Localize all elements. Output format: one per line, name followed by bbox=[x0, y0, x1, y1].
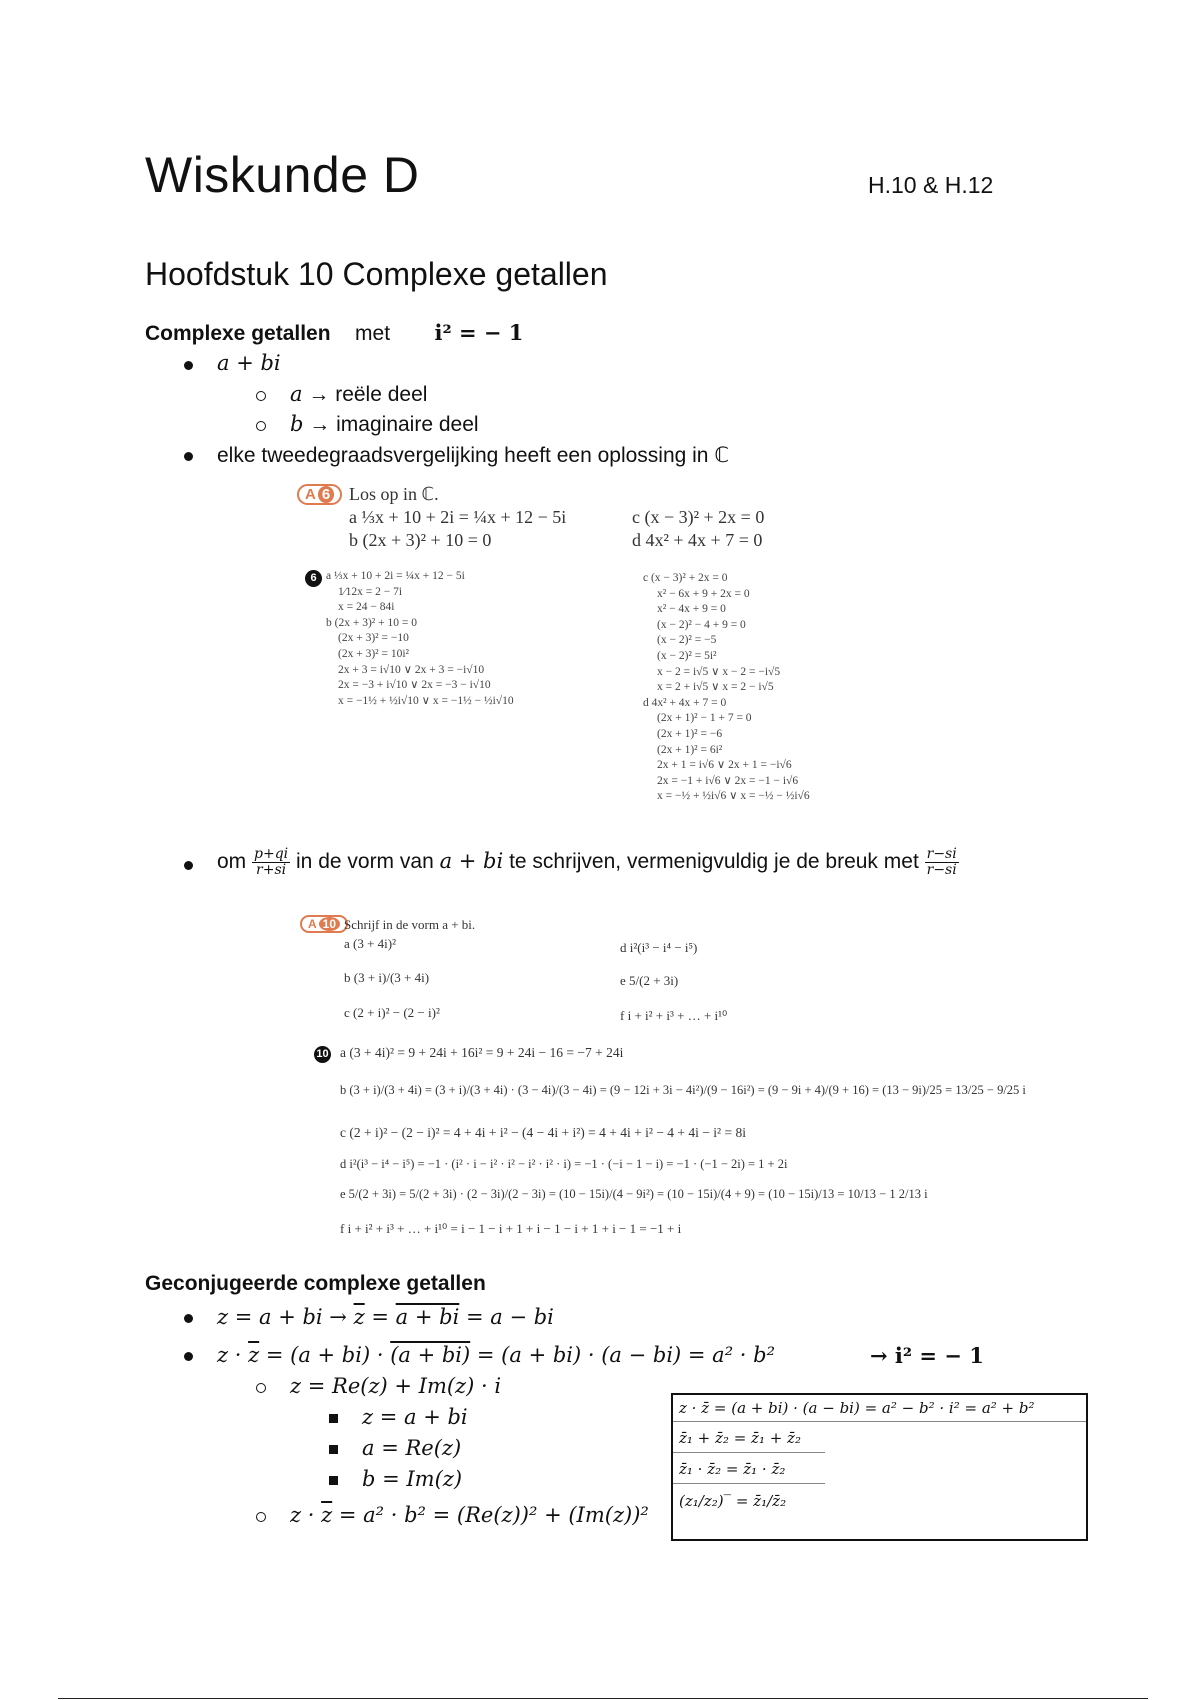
form-text: a + bi bbox=[439, 849, 504, 874]
frac-denominator: r+si bbox=[256, 862, 287, 878]
answer-line: (2x + 1)² = 6i² bbox=[657, 743, 723, 756]
answer-line: x² − 6x + 9 + 2x = 0 bbox=[657, 587, 750, 600]
product-with-conjugate bbox=[217, 1343, 775, 1367]
exercise-a6-b: b (2x + 3)² + 10 = 0 bbox=[349, 530, 492, 550]
fraction-instruction bbox=[217, 847, 959, 878]
answer-line: c (2 + i)² − (2 − i)² = 4 + 4i + i² − (4 − 4i + i²) = 4 + 4i + i² − 4 + 4i − i² = 8i bbox=[340, 1125, 746, 1140]
answer-line: x = −1½ + ½i√10 ∨ x = −1½ − ½i√10 bbox=[338, 694, 514, 707]
bullet-icon bbox=[184, 861, 193, 870]
complex-form: a + bi bbox=[217, 351, 281, 375]
answer-line: (2x + 1)² = −6 bbox=[657, 727, 723, 740]
circle-bullet-icon bbox=[256, 391, 266, 401]
circle-bullet-icon bbox=[256, 421, 266, 431]
circle-bullet-icon bbox=[256, 1383, 266, 1393]
answer-line: 2x + 3 = i√10 ∨ 2x + 3 = −i√10 bbox=[338, 663, 485, 676]
exercise-a10-f: f i + i² + i³ + … + i¹⁰ bbox=[620, 1008, 728, 1023]
answer-line: 2x + 1 = i√6 ∨ 2x + 1 = −i√6 bbox=[657, 759, 792, 772]
modulus-squared bbox=[290, 1503, 649, 1527]
badge-letter: A bbox=[305, 486, 316, 503]
exercise-a6-badge bbox=[297, 484, 342, 505]
exercise-a6-instruction: Los op in ℂ. bbox=[349, 484, 439, 504]
square-bullet-icon bbox=[329, 1414, 338, 1423]
exercise-a10-badge bbox=[300, 915, 348, 933]
conjugate-rules-box bbox=[671, 1393, 1088, 1541]
badge-number: 10 bbox=[319, 917, 340, 931]
answer-line: x² − 4x + 9 = 0 bbox=[657, 603, 726, 616]
exercise-a6-d: d 4x² + 4x + 7 = 0 bbox=[632, 530, 763, 550]
page-title: Wiskunde D bbox=[145, 147, 420, 203]
z-bar: $\overline{z}$ bbox=[353, 1305, 365, 1329]
section-heading-conjugate: Geconjugeerde complexe getallen bbox=[145, 1272, 486, 1295]
rule-quotient: (z₁/z₂)‾ = z̄₁/z̄₂ bbox=[679, 1492, 787, 1510]
answers-a10 bbox=[340, 1045, 1026, 1237]
mid-text: in de vorm van bbox=[296, 850, 434, 874]
imaginary-part-line bbox=[290, 412, 479, 437]
exercise-a6-c: c (x − 3)² + 2x = 0 bbox=[632, 507, 765, 527]
equals-sign: = bbox=[371, 1305, 389, 1329]
bullet-icon bbox=[184, 361, 193, 370]
answer-line: (2x + 3)² = −10 bbox=[338, 632, 409, 645]
var-a: a bbox=[290, 382, 303, 406]
answers-a6-left bbox=[326, 569, 514, 709]
footer-divider bbox=[58, 1698, 1148, 1699]
mod-rhs: = a² · b² = (Re(z))² + (Im(z))² bbox=[338, 1503, 649, 1527]
a-equals-re: a = Re(z) bbox=[362, 1436, 462, 1460]
exercise-a10-d: d i²(i³ − i⁴ − i⁵) bbox=[620, 940, 698, 955]
answer-line: a (3 + 4i)² = 9 + 24i + 16i² = 9 + 24i − 16 = −7 + 24i bbox=[340, 1045, 624, 1060]
answer-line: x = 2 + i√5 ∨ x = 2 − i√5 bbox=[657, 681, 774, 694]
rule-product: z · z̄ = (a + bi) · (a − bi) = a² − b² · i² = a² + b² bbox=[673, 1395, 1086, 1422]
bullet-icon bbox=[184, 452, 193, 461]
om-text: om bbox=[217, 850, 247, 874]
z-equals: z = a + bi bbox=[362, 1405, 468, 1429]
real-part-text: → reële deel bbox=[308, 383, 428, 406]
section-complex-numbers bbox=[145, 320, 523, 346]
circle-bullet-icon bbox=[256, 1512, 266, 1522]
conjugate-definition bbox=[217, 1305, 554, 1329]
answer-line: (x − 2)² − 4 + 9 = 0 bbox=[657, 618, 746, 631]
answer-line: b (3 + i)/(3 + 4i) = (3 + i)/(3 + 4i) · (3 − 4i)/(3 − 4i) = (9 − 12i + 3i − 4i²)/(9 − 16i²) = (9 − 9i + 4)/(9 + 16) = (13 − 9i)/25 = 13/25 − 9/25 i bbox=[340, 1083, 1026, 1097]
fraction-conjugate bbox=[925, 847, 959, 878]
square-bullet-icon bbox=[329, 1476, 338, 1485]
conj-rhs: = a − bi bbox=[466, 1305, 554, 1329]
frac-numerator: r−si bbox=[926, 846, 957, 862]
badge-number: 6 bbox=[318, 486, 334, 503]
bullet-icon bbox=[184, 1314, 193, 1323]
real-part-line bbox=[290, 382, 427, 407]
re-im-decomposition: z = Re(z) + Im(z) · i bbox=[290, 1374, 502, 1398]
answer-line: x = −½ + ½i√6 ∨ x = −½ − ½i√6 bbox=[657, 790, 810, 803]
answer-badge-icon: 10 bbox=[314, 1046, 331, 1063]
overlined-term: (a + bi) bbox=[390, 1343, 471, 1367]
i-squared-definition: i² = − 1 bbox=[434, 320, 524, 345]
b-equals-im: b = Im(z) bbox=[362, 1467, 463, 1491]
square-bullet-icon bbox=[329, 1445, 338, 1454]
answer-line: x − 2 = i√5 ∨ x − 2 = −i√5 bbox=[657, 665, 781, 678]
answer-line: (x − 2)² = −5 bbox=[657, 634, 717, 647]
answer-line: 2x = −3 + i√10 ∨ 2x = −3 − i√10 bbox=[338, 679, 491, 692]
answer-line: f i + i² + i³ + … + i¹⁰ = i − 1 − i + 1 + i − 1 − i + 1 + i − 1 = −1 + i bbox=[340, 1221, 682, 1236]
answer-line: (x − 2)² = 5i² bbox=[657, 649, 717, 662]
met-label: met bbox=[355, 322, 391, 345]
imaginary-part-text: → imaginaire deel bbox=[309, 413, 479, 436]
section-heading: Complexe getallen bbox=[145, 322, 331, 345]
post-text: te schrijven, vermenigvuldig je de breuk met bbox=[509, 850, 919, 874]
answer-line: c (x − 3)² + 2x = 0 bbox=[643, 572, 728, 584]
var-b: b bbox=[290, 412, 304, 436]
answer-line: (2x + 1)² − 1 + 7 = 0 bbox=[657, 712, 752, 725]
mod-lhs: z · bbox=[290, 1503, 315, 1527]
z-bar: $\overline{z}$ bbox=[248, 1343, 260, 1367]
answer-line: 1⁄12x = 2 − 7i bbox=[338, 585, 403, 598]
exercise-a10-instruction: Schrijf in de vorm a + bi. bbox=[344, 917, 476, 932]
overlined-a-plus-bi: a + bi bbox=[395, 1305, 460, 1329]
answer-line: x = 24 − 84i bbox=[338, 601, 395, 614]
answer-line: d i²(i³ − i⁴ − i⁵) = −1 · (i² · i − i² · i² − i² · i² · i) = −1 · (−i − 1 − i) = −1 · (−1 − 2i) = 1 + 2i bbox=[340, 1157, 788, 1171]
exercise-a10-a: a (3 + 4i)² bbox=[344, 936, 397, 951]
chapter-heading: Hoofdstuk 10 Complexe getallen bbox=[145, 256, 608, 292]
rule-multiplication: z̄₁ · z̄₂ = z̄₁ · z̄₂ bbox=[673, 1453, 825, 1484]
answers-a6-right bbox=[643, 571, 810, 805]
prod-lhs: z · bbox=[217, 1343, 242, 1367]
frac-denominator: r−si bbox=[926, 862, 957, 878]
fraction-pq-rs bbox=[252, 847, 290, 878]
prod-rhs: = (a + bi) · (a − bi) = a² · b² bbox=[476, 1343, 775, 1367]
bullet-icon bbox=[184, 1352, 193, 1361]
i-squared-note: → i² = − 1 bbox=[870, 1343, 984, 1368]
badge-letter: A bbox=[308, 917, 317, 931]
answer-badge-icon: 6 bbox=[305, 570, 322, 587]
exercise-a10-b: b (3 + i)/(3 + 4i) bbox=[344, 970, 430, 985]
answer-line: a ⅓x + 10 + 2i = ¼x + 12 − 5i bbox=[326, 570, 465, 582]
frac-numerator: p+qi bbox=[254, 846, 289, 862]
answer-line: e 5/(2 + 3i) = 5/(2 + 3i) · (2 − 3i)/(2 − 3i) = (10 − 15i)/(4 − 9i²) = (10 − 15i)/(4 + 9) = (10 − 15i)/13 = 10/13 − 1 2/13 i bbox=[340, 1187, 928, 1201]
exercise-a10-c: c (2 + i)² − (2 − i)² bbox=[344, 1005, 440, 1020]
z-bar: $\overline{z}$ bbox=[321, 1503, 333, 1527]
conj-lhs: z = a + bi → bbox=[217, 1305, 347, 1329]
exercise-a10-e: e 5/(2 + 3i) bbox=[620, 973, 679, 988]
answer-line: d 4x² + 4x + 7 = 0 bbox=[643, 696, 727, 709]
quadratic-statement: elke tweedegraadsvergelijking heeft een oplossing in ℂ bbox=[217, 444, 729, 467]
answer-line: (2x + 3)² = 10i² bbox=[338, 647, 409, 660]
answer-line: 2x = −1 + i√6 ∨ 2x = −1 − i√6 bbox=[657, 774, 799, 787]
exercise-a6-a: a ⅓x + 10 + 2i = ¼x + 12 − 5i bbox=[349, 507, 567, 527]
answer-line: b (2x + 3)² + 10 = 0 bbox=[326, 616, 417, 629]
chapter-reference: H.10 & H.12 bbox=[868, 172, 994, 198]
prod-mid: = (a + bi) · bbox=[265, 1343, 384, 1367]
rule-sum: z̄₁ + z̄₂ = z̄₁ + z̄₂ bbox=[673, 1422, 825, 1453]
